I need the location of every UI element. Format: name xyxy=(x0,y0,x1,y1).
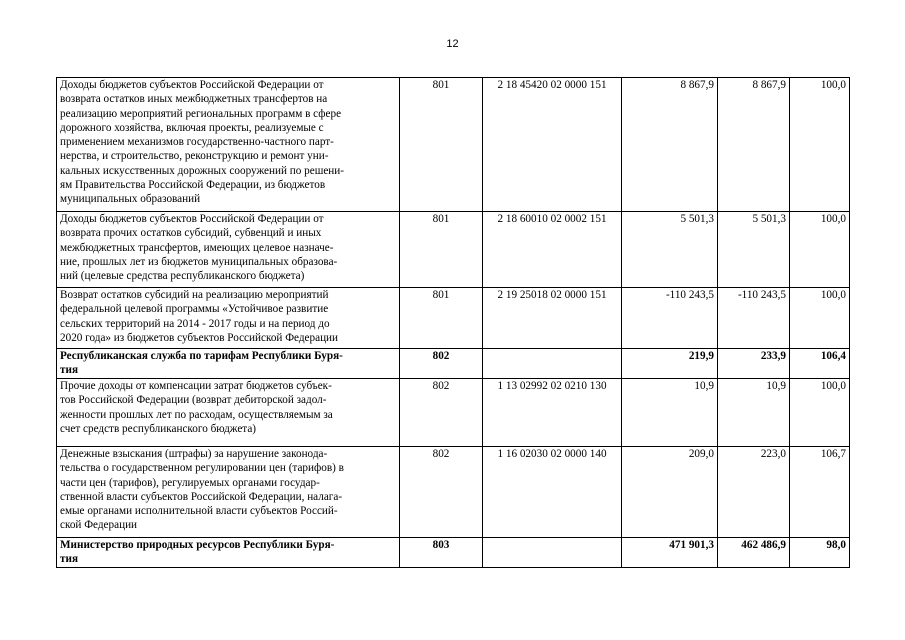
planned-value: 219,9 xyxy=(622,349,718,379)
table-row xyxy=(57,447,850,538)
planned-value: 8 867,9 xyxy=(622,78,718,212)
execution-percent: 106,7 xyxy=(790,447,850,538)
budget-classification-code: 1 13 02992 02 0210 130 xyxy=(483,379,622,447)
row-description: Возврат остатков субсидий на реализацию мероприятий федеральной целевой программы «Устойчивое развитие сельских территорий на 2014 - 2017 годы и на период до 2020 года» из бюджетов субъектов Российской Федерации xyxy=(57,288,400,349)
admin-code: 802 xyxy=(400,379,483,447)
table-row-section-header xyxy=(57,349,850,379)
table-row xyxy=(57,288,850,349)
actual-value: -110 243,5 xyxy=(718,288,790,349)
budget-classification-code: 2 19 25018 02 0000 151 xyxy=(483,288,622,349)
admin-code: 802 xyxy=(400,447,483,538)
execution-percent: 100,0 xyxy=(790,212,850,288)
admin-code: 801 xyxy=(400,78,483,212)
row-description: Доходы бюджетов субъектов Российской Федерации от возврата прочих остатков субсидий, субвенций и иных межбюджетных трансфертов, имеющих целевое назначе- ние, прошлых лет из бюджетов муниципальных образова- ний (целевые средства республиканского бюджета) xyxy=(57,212,400,288)
actual-value: 8 867,9 xyxy=(718,78,790,212)
budget-classification-code xyxy=(483,349,622,379)
planned-value: 209,0 xyxy=(622,447,718,538)
planned-value: 5 501,3 xyxy=(622,212,718,288)
actual-value: 10,9 xyxy=(718,379,790,447)
page-number: 12 xyxy=(446,38,459,50)
execution-percent: 98,0 xyxy=(790,538,850,568)
table-row xyxy=(57,78,850,212)
execution-percent: 100,0 xyxy=(790,78,850,212)
budget-revenue-table xyxy=(56,77,850,568)
row-description: Прочие доходы от компенсации затрат бюджетов субъек- тов Российской Федерации (возврат дебиторской задол- женности прошлых лет по расходам, осуществляемым за счет средств республиканского бюджета) xyxy=(57,379,400,447)
admin-code: 801 xyxy=(400,212,483,288)
table-row xyxy=(57,212,850,288)
admin-code: 802 xyxy=(400,349,483,379)
planned-value: 471 901,3 xyxy=(622,538,718,568)
budget-classification-code: 2 18 45420 02 0000 151 xyxy=(483,78,622,212)
row-description: Доходы бюджетов субъектов Российской Федерации от возврата остатков иных межбюджетных трансфертов на реализацию мероприятий региональных программ в сфере дорожного хозяйства, включая проекты, реализуемые с применением механизмов государственно-частного парт- нерства, и строительство, реконструкцию и ремонт уни- кальных искусственных дорожных сооружений по решени- ям Правительства Российской Федерации, из бюджетов муниципальных образований xyxy=(57,78,400,212)
budget-classification-code: 1 16 02030 02 0000 140 xyxy=(483,447,622,538)
actual-value: 233,9 xyxy=(718,349,790,379)
execution-percent: 100,0 xyxy=(790,288,850,349)
execution-percent: 100,0 xyxy=(790,379,850,447)
table-row xyxy=(57,379,850,447)
actual-value: 462 486,9 xyxy=(718,538,790,568)
row-description: Республиканская служба по тарифам Республики Буря- тия xyxy=(57,349,400,379)
budget-classification-code: 2 18 60010 02 0002 151 xyxy=(483,212,622,288)
planned-value: 10,9 xyxy=(622,379,718,447)
budget-classification-code xyxy=(483,538,622,568)
admin-code: 801 xyxy=(400,288,483,349)
table-row-section-header xyxy=(57,538,850,568)
planned-value: -110 243,5 xyxy=(622,288,718,349)
actual-value: 223,0 xyxy=(718,447,790,538)
row-description: Министерство природных ресурсов Республики Буря- тия xyxy=(57,538,400,568)
admin-code: 803 xyxy=(400,538,483,568)
row-description: Денежные взыскания (штрафы) за нарушение законода- тельства о государственном регулировании цен (тарифов) в части цен (тарифов), регулируемых органами государ- ственной власти субъектов Российской Федерации, налага- емые органами исполнительной власти субъектов Россий- ской Федерации xyxy=(57,447,400,538)
actual-value: 5 501,3 xyxy=(718,212,790,288)
execution-percent: 106,4 xyxy=(790,349,850,379)
